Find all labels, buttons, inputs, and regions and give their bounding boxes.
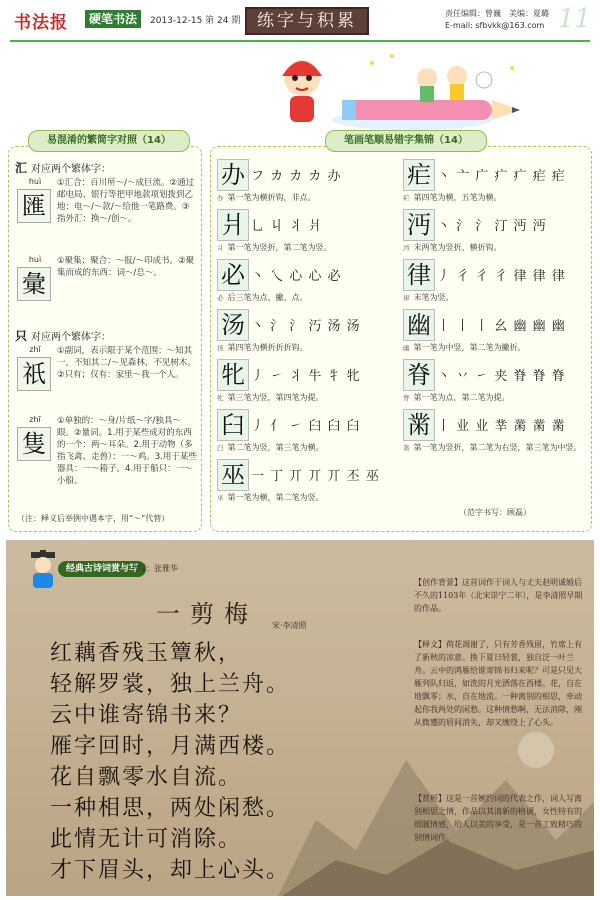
group-header <box>15 327 111 344</box>
stroke-order-item <box>217 209 403 265</box>
stroke-note <box>403 342 589 354</box>
small-char: 牝 <box>217 394 224 402</box>
stroke-note-text: 第四笔为横折折折钩。 <box>227 343 308 352</box>
poem-line: 云中谁寄锦书来？ <box>50 703 243 728</box>
model-char: 黹 <box>403 409 435 441</box>
stroke-note-text: 第三笔为竖，第四笔为提。 <box>227 393 324 402</box>
stroke-note <box>217 442 403 454</box>
commentary-appreciation: 【赏析】这是一首婉约词的代表之作，词人写离别相思之情，作品以其清新的格调，女性特有的细腻情感，给人以美的享受，是一首工致精巧的别情词作。 <box>414 794 582 842</box>
stroke-order-item <box>217 309 403 365</box>
trad-char: 隻 <box>17 427 51 461</box>
stroke-note <box>403 292 589 304</box>
poem-line: 花自飘零水自流。 <box>50 765 243 790</box>
group-caption: 对应两个繁体字： <box>31 332 112 343</box>
stroke-sequence: 丶 亠 广 疒 疒 疟 疟 <box>437 169 566 184</box>
stroke-sequence: 丨 业 业 丵 黹 黹 黹 <box>437 419 566 434</box>
trad-entry <box>15 255 197 315</box>
stroke-note <box>217 342 403 354</box>
stroke-sequence: 丶 氵 氵 汀 沔 沔 <box>437 219 547 234</box>
pinyin: zhǐ <box>29 345 41 354</box>
stroke-note <box>403 242 589 254</box>
editor-line: 责任编辑：曾巍 美编：夏璐 <box>445 9 549 18</box>
model-char: 办 <box>217 159 249 191</box>
definition: ①单独的：～身/片纸～字/独具～眼。②量词。1.用于某些成对的东西的一个：两～耳朵。2.用于动物（多指飞禽、走兽）：一～鸡。3.用于某些器具：一～箱子。4.用于船只：一～小船。 <box>57 416 197 486</box>
model-char: 爿 <box>217 209 249 241</box>
model-char: 臼 <box>217 409 249 441</box>
model-char: 疟 <box>403 159 435 191</box>
stroke-order-item <box>403 359 589 415</box>
group-char: 汇 <box>15 161 28 175</box>
stroke-note <box>217 292 403 304</box>
stroke-note-text: 第一笔为横折钩，非点。 <box>227 193 316 202</box>
model-char: 必 <box>217 259 249 291</box>
stroke-note-text: 第一笔为横，第二笔为竖。 <box>227 493 324 502</box>
stroke-order-item <box>217 159 403 215</box>
stroke-sequence: 丶 乀 心 心 必 <box>251 269 342 284</box>
commentary-translation: 【释文】荷花凋谢了，只有芳香残留，竹席上有了新秋的凉意。换下夏日轻裳，独自泛一叶兰舟。云中的鸿雁给谁寄锦书归来呢？可是只见大雁列队归返，如洗的月光洒落在西楼。花，自在地飘零；水，自在地流。一种离别的相思，牵动起你我两处的闲愁。这种情愁啊，无法消除，刚从微蹙的眉间消失，却又缠绕上了心头。 <box>414 640 582 727</box>
traditional-simplified-panel <box>8 130 204 530</box>
stroke-order-item <box>217 359 403 415</box>
commentary-background: 【创作背景】这首词作于词人与丈夫赵明诚婚后不久的1103年（北宋崇宁二年），是李清照早期的作品。 <box>414 578 583 613</box>
stroke-note <box>403 442 589 454</box>
small-char: 疟 <box>403 194 410 202</box>
stroke-note-text: 第一笔为竖折，第二笔为竖。 <box>227 243 332 252</box>
left-panel-heading: 易混淆的繁简字对照（14） <box>28 130 190 152</box>
pinyin: huì <box>28 177 42 186</box>
stroke-note-text: 第四笔为横，五笔为横。 <box>413 193 502 202</box>
left-panel-box <box>8 146 202 532</box>
stroke-sequence: 丶 丷 ㇀ 夹 脊 脊 脊 <box>437 369 566 384</box>
pinyin: zhī <box>29 415 41 424</box>
small-char: 必 <box>217 294 224 302</box>
model-char: 幽 <box>403 309 435 341</box>
poem-line: 此情无计可消除。 <box>50 827 243 852</box>
stroke-sequence: 一 丁 丌 丌 丌 丕 巫 <box>251 469 380 484</box>
poem-writer: 书写：张雅华 <box>130 564 178 573</box>
newspaper-logo: 书法报 <box>14 13 68 33</box>
stroke-note <box>217 492 403 504</box>
poem-section-tag: 经典古诗词赏与写 <box>58 561 146 577</box>
page-title: 练字与积累 <box>245 7 369 35</box>
model-char: 脊 <box>403 359 435 391</box>
stroke-note <box>217 192 403 204</box>
poem-line: 雁字回时，月满西楼。 <box>50 734 291 759</box>
stroke-note <box>217 392 403 404</box>
page-number: 11 <box>558 4 592 34</box>
page-header <box>0 0 600 44</box>
right-panel-box <box>210 146 592 532</box>
model-char: 巫 <box>217 459 249 491</box>
model-char: 律 <box>403 259 435 291</box>
model-char: 沔 <box>403 209 435 241</box>
small-char: 律 <box>403 294 410 302</box>
stroke-order-item <box>403 209 589 265</box>
stroke-sequence: 丨 丨 丨 幺 幽 幽 幽 <box>437 319 566 334</box>
group-caption: 对应两个繁体字： <box>31 164 112 175</box>
stroke-order-panel <box>210 130 594 530</box>
group-header <box>15 159 111 176</box>
section-tag: 硬笔书法 <box>85 10 141 28</box>
small-char: 幽 <box>403 344 410 352</box>
trad-char: 匯 <box>17 189 51 223</box>
trad-entry <box>15 177 197 249</box>
pinyin: huì <box>28 255 42 264</box>
model-char: 汤 <box>217 309 249 341</box>
stroke-order-item <box>217 459 403 515</box>
small-char: 臼 <box>217 444 224 452</box>
small-char: 汤 <box>217 344 224 352</box>
stroke-note <box>217 242 403 254</box>
trad-entry <box>15 345 197 409</box>
stroke-sequence: 丿 彳 彳 彳 律 律 律 <box>437 269 566 284</box>
small-char: 巫 <box>217 494 224 502</box>
trad-char: 彙 <box>17 267 51 301</box>
header-divider <box>10 40 590 42</box>
small-char: 爿 <box>217 244 224 252</box>
small-char: 黹 <box>403 444 410 452</box>
definition: ①聚集；聚合：～报/～印成书。②聚集而成的东西：词～/总～。 <box>57 256 195 278</box>
stroke-order-item <box>403 159 589 215</box>
email-line: E-mail: sfbvkk@163.com <box>445 21 545 30</box>
poem-author: 宋·李清照 <box>272 621 307 630</box>
stroke-sequence: 丶 氵 氵 汅 汤 汤 <box>251 319 361 334</box>
poem-title: 一剪梅 <box>156 600 258 628</box>
stroke-sequence: フ カ カ カ 办 <box>251 169 342 184</box>
stroke-note-text: 后三笔为点、撇、点。 <box>227 293 308 302</box>
stroke-note-text: 第一笔为竖折，第二笔为右竖，第三笔为中竖。 <box>413 443 582 452</box>
poem-line: 红藕香残玉簟秋， <box>50 641 243 666</box>
stroke-note <box>403 392 589 404</box>
stroke-sequence: 丿 ㇀ 丬 牛 牜 牝 <box>251 369 361 384</box>
stroke-note-text: 末两笔为竖折、横折钩。 <box>413 243 502 252</box>
poem-line: 轻解罗裳，独上兰舟。 <box>50 672 291 697</box>
stroke-sequence: 乚 丩 丬 爿 <box>251 219 323 234</box>
stroke-note-text: 第一笔为中竖，第二笔为撇折。 <box>413 343 526 352</box>
poem-line: 才下眉头，却上心头。 <box>50 858 291 883</box>
children-pencil-illustration <box>262 48 532 136</box>
poem-line: 一种相思，两处闲愁。 <box>50 796 291 821</box>
stroke-note <box>403 192 589 204</box>
editor-credits <box>445 8 549 32</box>
definition: ①汇合：百川所～/～成巨流。②通过邮电局、银行等把甲地款项划拨到乙地：电～/～款/～给他一笔路费。③指外汇：换～/创～。 <box>57 178 195 224</box>
calligrapher-credit: （范字书写：顾磊） <box>459 508 531 517</box>
scholar-avatar-icon <box>26 550 60 588</box>
stroke-note-text: 第二笔为竖，第三笔为横。 <box>227 443 324 452</box>
stroke-order-item <box>403 309 589 365</box>
stroke-sequence: 丿 亻 ㇀ 臼 臼 臼 <box>251 419 361 434</box>
stroke-note-text: 第一笔为点，第二笔为提。 <box>413 393 510 402</box>
panel-note: （注：释义后举例中遇本字，用“～”代替） <box>17 514 170 523</box>
stroke-order-item <box>217 259 403 315</box>
stroke-note-text: 末笔为竖。 <box>413 293 454 302</box>
trad-char: 祇 <box>17 357 51 391</box>
trad-entry <box>15 415 197 511</box>
issue-date: 2013-12-15 第 24 期 <box>150 16 241 26</box>
classic-poem-section <box>6 540 594 896</box>
right-panel-heading: 笔画笔顺易错字集锦（14） <box>325 130 487 152</box>
group-char: 只 <box>15 329 28 343</box>
model-char: 牝 <box>217 359 249 391</box>
definition: ①副词，表示限于某个范围：～知其一，不知其二/～见森林，不见树木。②只有；仅有：家里～我一个人。 <box>57 346 196 380</box>
small-char: 办 <box>217 194 224 202</box>
stroke-order-item <box>403 259 589 315</box>
stroke-order-item <box>403 409 589 465</box>
small-char: 脊 <box>403 394 410 402</box>
small-char: 沔 <box>403 244 410 252</box>
stroke-order-item <box>217 409 403 465</box>
